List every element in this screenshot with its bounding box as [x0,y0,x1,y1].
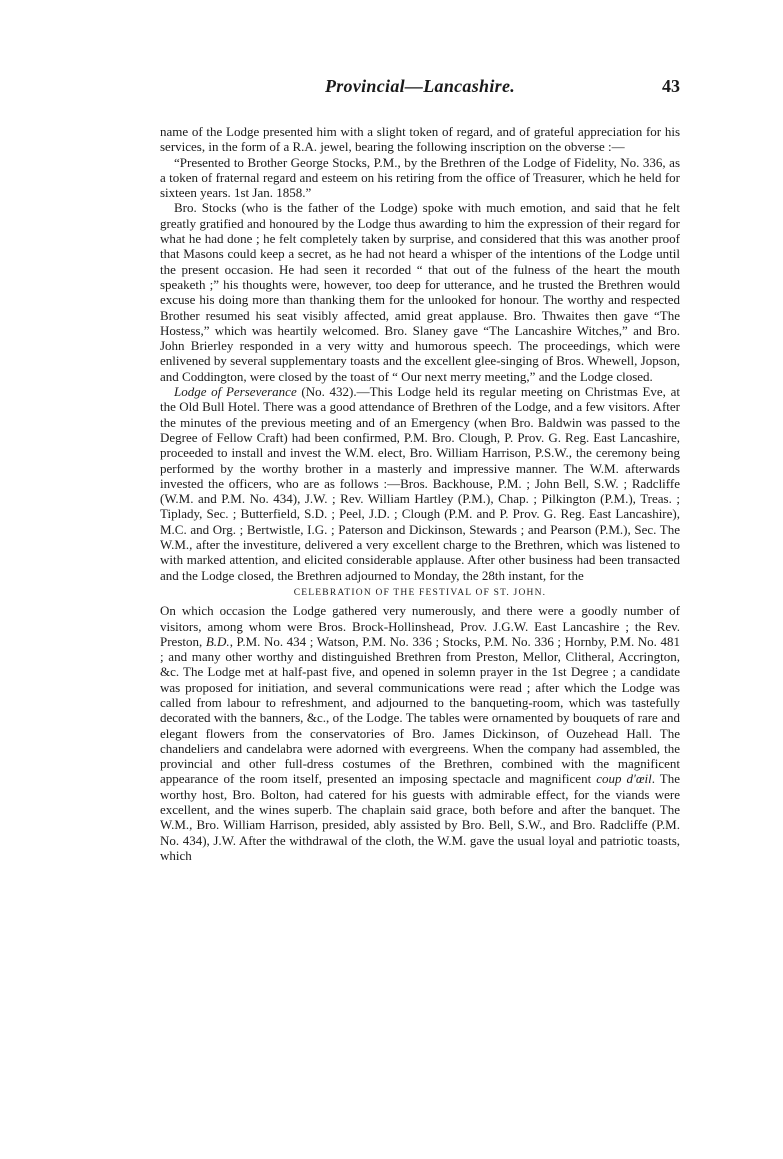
page-header [160,76,680,102]
lodge-report-text: (No. 432).—This Lodge held its regular meeting on Christmas Eve, at the Old Bull Hotel. There was a good attendance of Brethren of the Lodge, and a few visitors. After the minutes of the previous meeting and of an Emergency (when Bro. Baldwin was passed to the Degree of Fellow Craft) had been confirmed, P.M. Bro. Clough, P. Prov. G. Reg. East Lancashire, proceeded to install and invest the W.M. elect, Bro. William Harrison, P.S.W., the ceremony being performed by the worthy brother in a masterly and impressive manner. The W.M. afterwards invested the officers, who are as follows :—Bros. Backhouse, P.M. ; John Bell, S.W. ; Radcliffe (W.M. and P.M. No. 434), J.W. ; Rev. William Hartley (P.M.), Chap. ; Pilkington (P.M.), Treas. ; Tiplady, Sec. ; Butterfield, S.D. ; Peel, J.D. ; Clough (P.M. and P. Prov. G. Reg. East Lancashire), M.C. and Org. ; Bertwistle, I.G. ; Paterson and Dickinson, Stewards ; and Pearson (P.M.), Sec. The W.M., after the investiture, delivered a very excellent charge to the Brethren, which was listened to with marked attention, and elicited considerable applause. After other business had been transacted and the Lodge closed, the Brethren adjourned to Monday, the 28th instant, for the [160,384,680,583]
paragraph-jewel-presentation: name of the Lodge presented him with a slight token of regard, and of grateful appreciation for his services, in the form of a R.A. jewel, bearing the following inscription on the obverse :— [160,124,680,155]
section-heading: CELEBRATION OF THE FESTIVAL OF ST. JOHN. [293,587,547,598]
paragraph-inscription: “Presented to Brother George Stocks, P.M., by the Brethren of the Lodge of Fidelity, No. 336, as a token of fraternal regard and esteem on his retiring from the office of Treasurer, which he held for sixteen years. 1st Jan. 1858.” [160,154,680,201]
degree-abbreviation: B.D. [205,633,230,649]
article-body [160,124,680,863]
running-title: Provincial—Lancashire. [324,76,516,96]
paragraph-lodge-of-perseverance [160,384,680,583]
lodge-name: Lodge of Perseverance [174,384,297,400]
page-number: 43 [662,76,680,96]
coup-doeil-phrase: coup d'œil [596,771,652,787]
paragraph-festival-celebration: On which occasion the Lodge gathered very numerously, and there were a goodly number of visitors, among whom were Bros. Brock-Hollinshead, Prov. J.G.W. East Lancashire ; the Rev. Preston, B.D., P.M. No. 434 ; Watson, P.M. No. 336 ; Stocks, P.M. No. 336 ; Hornby, P.M. No. 481 ; and many other worthy and distinguished Brethren from Preston, Mellor, Clitheral, Accrington, &c. The Lodge met at half-past five, and opened in solemn prayer in the 1st Degree ; a candidate was proposed for initiation, and several communications were read ; after which the Lodge was called from labour to refreshment, and adjourned to the banqueting-room, which was tastefully decorated with the banners, &c., of the Lodge. The tables were ornamented by bouquets of rare and elegant flowers from the conservatories of Bro. James Dickinson, of Ouzehead Hall. The chandeliers and candelabra were adorned with evergreens. When the company had assembled, the provincial and other full-dress costumes of the Brethren, combined with the magnificent appearance of the room itself, presented an imposing spectacle and magnificent coup d'œil. The worthy host, Bro. Bolton, had catered for his guests with admirable effect, for the viands were excellent, and the wines superb. The chaplain said grace, both before and after the banquet. The W.M., Bro. William Harrison, presided, ably assisted by Bro. Bell, S.W., and Bro. Radcliffe (P.M. No. 434), J.W. After the withdrawal of the cloth, the W.M. gave the usual loyal and patriotic toasts, which [160,603,681,863]
paragraph-bro-stocks-reply: Bro. Stocks (who is the father of the Lodge) spoke with much emotion, and said that he felt greatly gratified and honoured by the Lodge thus awarding to him the expression of their regard for what he had done ; he felt completely taken by surprise, and considered that this was another proof that Masons could keep a secret, as he had not heard a whisper of the intentions of the Lodge until the present occasion. He had seen it recorded “ that out of the fulness of the heart the mouth speaketh ;” his thoughts were, however, too deep for utterance, and he trusted the Brethren would excuse his doing more than thanking them for the unlooked for honour. The worthy and respected Brother resumed his seat visibly affected, amid great applause. Bro. Thwaites then gave “The Hostess,” which was heartily welcomed. Bro. Slaney gave “The Lancashire Witches,” and Bro. John Brierley responded in a very witty and humorous speech. The proceedings, which were enlivened by several supplementary toasts and the excellent glee-singing of Bros. Whewell, Jopson, and Coddington, were closed by the toast of “ Our next merry meeting,” and the Lodge closed. [160,200,680,384]
